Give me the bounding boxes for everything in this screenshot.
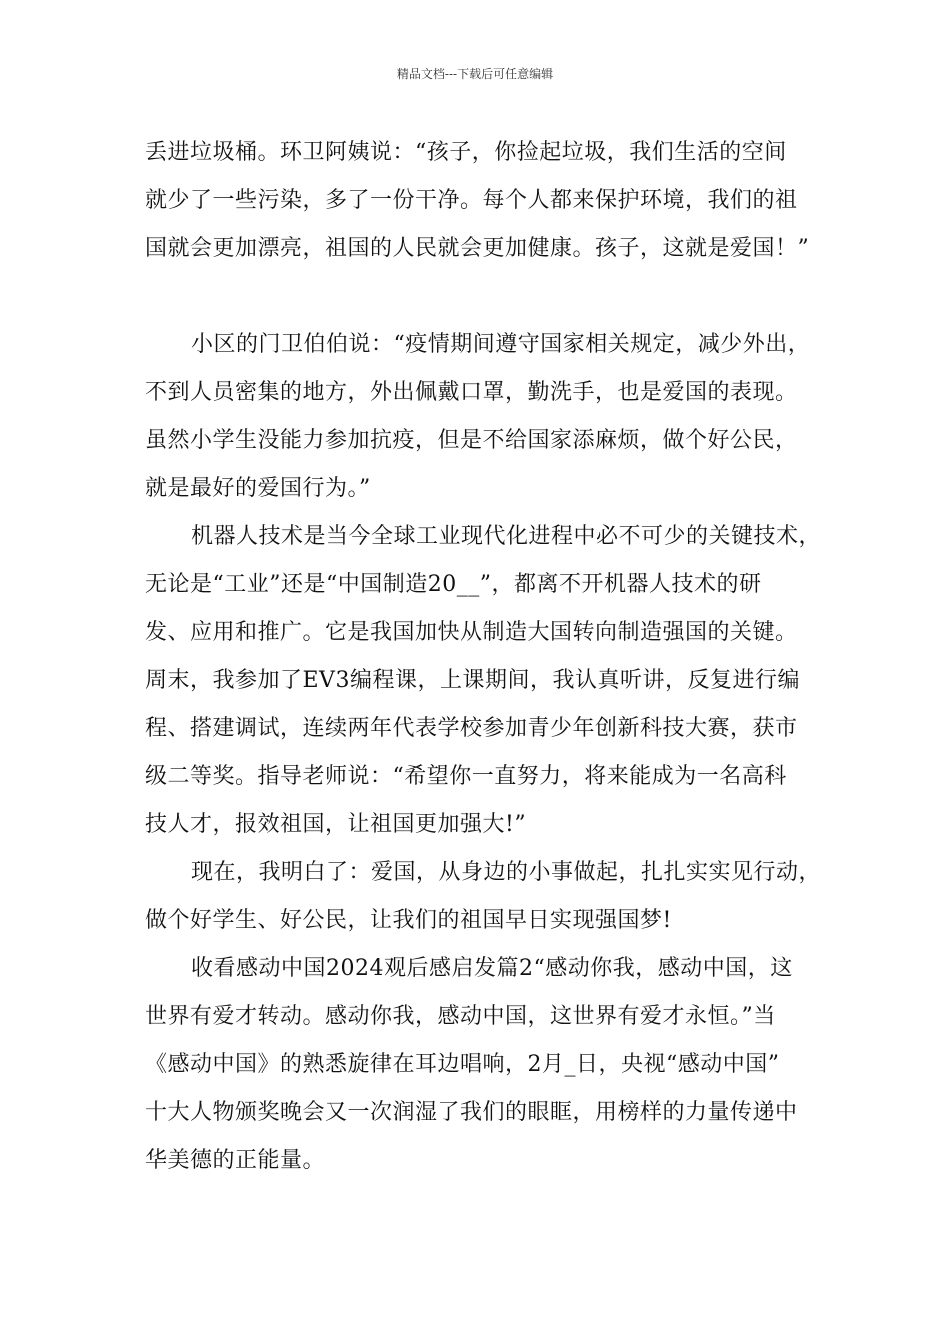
text-line: 就少了一些污染，多了一份干净。每个人都来保护环境，我们的祖 [145, 188, 798, 213]
text-line: 周末，我参加了EV3编程课，上课期间，我认真听讲，反复进行编 [145, 668, 800, 693]
text-line: 无论是“工业”还是“中国制造20__”，都离不开机器人技术的研 [145, 572, 762, 597]
text-line: 就是最好的爱国行为。” [145, 476, 371, 501]
paragraph-sanitation-worker [145, 129, 825, 273]
text-line: 不到人员密集的地方，外出佩戴口罩，勤洗手，也是爱国的表现。 [145, 380, 798, 405]
paragraph-spacer [145, 273, 825, 321]
text-line: 小区的门卫伯伯说：“疫情期间遵守国家相关规定，减少外出， [191, 332, 811, 357]
text-line: 技人才，报效祖国，让祖国更加强大!” [145, 812, 527, 837]
text-line: 发、应用和推广。它是我国加快从制造大国转向制造强国的关键。 [145, 620, 798, 645]
text-line: 十大人物颁奖晚会又一次润湿了我们的眼眶，用榜样的力量传递中 [145, 1100, 798, 1125]
text-line: 收看感动中国2024观后感启发篇2“感动你我，感动中国，这 [191, 956, 793, 981]
text-line: 世界有爱才转动。感动你我，感动中国，这世界有爱才永恒。”当 [145, 1004, 776, 1029]
text-line: 现在，我明白了：爱国，从身边的小事做起，扎扎实实见行动， [191, 860, 822, 885]
text-line: 国就会更加漂亮，祖国的人民就会更加健康。孩子，这就是爱国！” [145, 236, 810, 261]
text-line: 级二等奖。指导老师说：“希望你一直努力，将来能成为一名高科 [145, 764, 787, 789]
paragraph-robotics [145, 513, 825, 849]
text-line: 华美德的正能量。 [145, 1148, 326, 1173]
paragraph-touching-china [145, 945, 825, 1185]
text-line: 做个好学生、好公民，让我们的祖国早日实现强国梦! [145, 908, 672, 933]
text-line: 丢进垃圾桶。环卫阿姨说：“孩子，你捡起垃圾，我们生活的空间 [145, 140, 787, 165]
text-line: 机器人技术是当今全球工业现代化进程中必不可少的关键技术， [191, 524, 822, 549]
text-line: 程、搭建调试，连续两年代表学校参加青少年创新科技大赛，获市 [145, 716, 798, 741]
page-header: 精品文档---下载后可任意编辑 [396, 67, 554, 81]
paragraph-conclusion [145, 849, 825, 945]
text-line: 虽然小学生没能力参加抗疫，但是不给国家添麻烦，做个好公民， [145, 428, 798, 453]
paragraph-gatekeeper [145, 321, 825, 513]
document-body [145, 129, 825, 1185]
text-line: 《感动中国》的熟悉旋律在耳边唱响，2月_日，央视“感动中国” [145, 1052, 780, 1077]
